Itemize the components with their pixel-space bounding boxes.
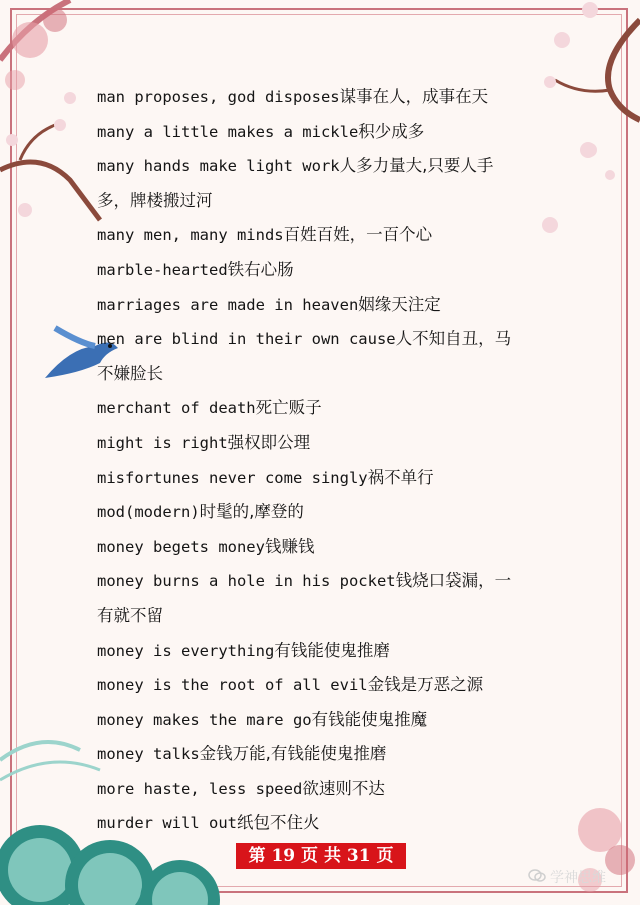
proverb-line: money is the root of all evil金钱是万恶之源: [97, 675, 484, 695]
proverb-line: 有就不留: [97, 605, 163, 625]
blossom-right-icon: [570, 130, 630, 190]
proverb-line: money begets money钱赚钱: [97, 536, 315, 556]
proverb-line: marriages are made in heaven姻缘天注定: [97, 294, 441, 314]
proverb-line: mod(modern)时髦的,摩登的: [97, 502, 304, 522]
proverb-line: more haste, less speed欲速则不达: [97, 778, 385, 798]
proverb-line: money makes the mare go有钱能使鬼推魔: [97, 709, 428, 729]
proverb-line: might is right强权即公理: [97, 432, 311, 452]
proverb-line: 不嫌脸长: [97, 363, 163, 383]
proverb-line: many hands make light work人多力量大,只要人手: [97, 156, 494, 176]
watermark: [528, 866, 606, 888]
proverb-line: man proposes, god disposes谋事在人，成事在天: [97, 87, 489, 106]
proverb-line: money is everything有钱能使鬼推磨: [97, 640, 390, 660]
proverb-line: murder will out纸包不住火: [97, 813, 320, 833]
proverb-line: many men, many minds百姓百姓，一百个心: [97, 225, 433, 245]
wechat-icon: [528, 868, 546, 886]
proverb-line: men are blind in their own cause人不知自丑，马: [97, 329, 512, 349]
page-number-label: 第 19 页 共 31 页: [236, 843, 406, 869]
proverb-line: money talks金钱万能,有钱能使鬼推磨: [97, 744, 387, 764]
proverb-line: many a little makes a mickle积少成多: [97, 121, 425, 141]
proverb-line: money burns a hole in his pocket钱烧口袋漏，一: [97, 571, 512, 591]
proverb-list: [97, 80, 557, 841]
watermark-text: 学神思维: [550, 870, 606, 886]
proverb-line: misfortunes never come singly祸不单行: [97, 467, 434, 487]
proverb-line: marble-hearted铁右心肠: [97, 259, 294, 279]
proverb-line: 多，牌楼搬过河: [97, 190, 213, 210]
proverb-line: merchant of death死亡贩子: [97, 398, 322, 418]
blossom-branch-left-icon: [0, 80, 110, 240]
